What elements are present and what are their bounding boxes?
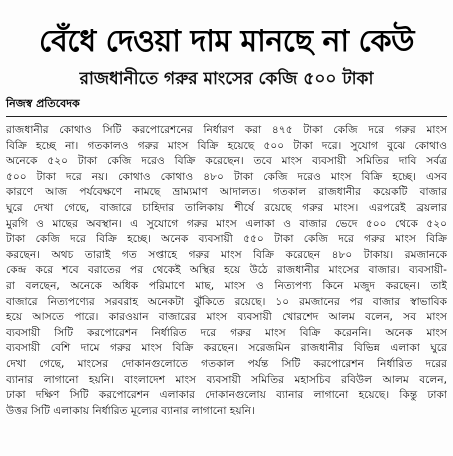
article-body: [6, 123, 447, 419]
byline: নিজস্ব প্রতিবেদক: [6, 97, 80, 110]
body-line: রা বলছেন, অনেকে অধিক পরিমাণে মাছ, মাংস ও নিত্যপণ্য কিনে মজুদ করছেন। তাই: [6, 279, 447, 292]
body-line: ব্যানার লাগানো হয়নি। বাংলাদেশ মাংস ব্যবসায়ী সমিতির মহাসচিব রবিউল আলম বলেন,: [6, 373, 447, 386]
body-line: হয়ে আসতে পারে। কারওয়ান বাজারের মাংস ব্যবসায়ী খোরশেদ আলম বলেন, সব মাংস: [6, 311, 447, 324]
body-line: দেখা গেছে, মাংসের দোকানগুলোতে গতকাল পর্যন্ত সিটি করপোরেশন নির্ধারিত দরের: [6, 357, 447, 370]
headline: বেঁধে দেওয়া দাম মানছে না কেউ: [38, 24, 415, 59]
body-line: বাজারে নিত্যপণ্যের সরবরাহ অনেকটা ঝুঁকিতে রয়েছে। ১০ রমজানের পর বাজার স্বাভাবিক: [6, 295, 447, 308]
body-line: উত্তর সিটি এলাকায় নির্ধারিত মূল্যের ব্যানার লাগানো হয়নি।: [6, 404, 255, 417]
body-line: অনেকে ৫২০ টাকা কেজি দরেও বিক্রি করেছেন। তবে মাংস ব্যবসায়ী সমিতির দাবি সর্বত্র: [6, 155, 447, 168]
body-line: ঘুরে দেখা গেছে, বাজারে চাহিদার তালিকায় শীর্ষে রয়েছে গরুর মাংস। এরপরেই ব্রয়লার: [6, 201, 447, 214]
body-line: ব্যবসায়ী সিটি করপোরেশন নির্ধারিত দরে গরুর মাংস বিক্রি করেননি। অনেক মাংস: [6, 326, 447, 339]
body-line: টাকা কেজি দরে বিক্রি হচ্ছে। অনেক ব্যবসায়ী ৫৫০ টাকা কেজি দরে গরুর মাংস বিক্রি: [6, 233, 447, 246]
body-line: রাজধানীর কোথাও সিটি করপোরেশনের নির্ধারণ করা ৪৭৫ টাকা কেজি দরে গরুর মাংস: [6, 124, 447, 136]
body-line: ঢাকা দক্ষিণ সিটি করপোরেশন এলাকার দোকানগুলোয় ব্যানার লাগানো হয়েছে। কিন্তু ঢাকা: [6, 389, 447, 402]
subheadline: রাজধানীতে গরুর মাংসের কেজি ৫০০ টাকা: [79, 69, 374, 89]
body-line: বিক্রি হচ্ছে না। গতকালও গরুর মাংস বিক্রি হয়েছে ৫০০ টাকা দরে। সুযোগ বুঝে কোথাও: [6, 139, 447, 152]
body-line: ৫০০ টাকা দরে নয়। কোথাও কোথাও ৪৮০ টাকা কেজি দরেও মাংস বিক্রি হচ্ছে। এসব: [6, 170, 447, 183]
byline-rule: [6, 116, 447, 117]
body-line: কেন্দ্র করে শবে বরাতের পর থেকেই অস্থির হয়ে উঠে রাজধানীর মাংসের বাজার। ব্যবসায়ী-: [6, 264, 447, 277]
body-line: ব্যবসায়ী বেশি দামে গরুর মাংস বিক্রি করছেন। সরেজমিন রাজধানীর বিভিন্ন এলাকা ঘুরে: [6, 342, 447, 355]
body-line: করছেন। অথচ তারাই গত সপ্তাহে গরুর মাংস বিক্রি করেছেন ৪৮০ টাকায়। রমজানকে: [6, 248, 447, 261]
body-line: কারণে আজ পর্যবেক্ষণে নামছে ভ্রাম্যমাণ আদালত। গতকাল রাজধানীর কয়েকটি বাজার: [6, 186, 447, 199]
body-line: মুরগি ও মাছের অবস্থান। এ সুযোগে গরুর মাংস এলাকা ও বাজার ভেদে ৫০০ থেকে ৫২০: [6, 217, 447, 230]
